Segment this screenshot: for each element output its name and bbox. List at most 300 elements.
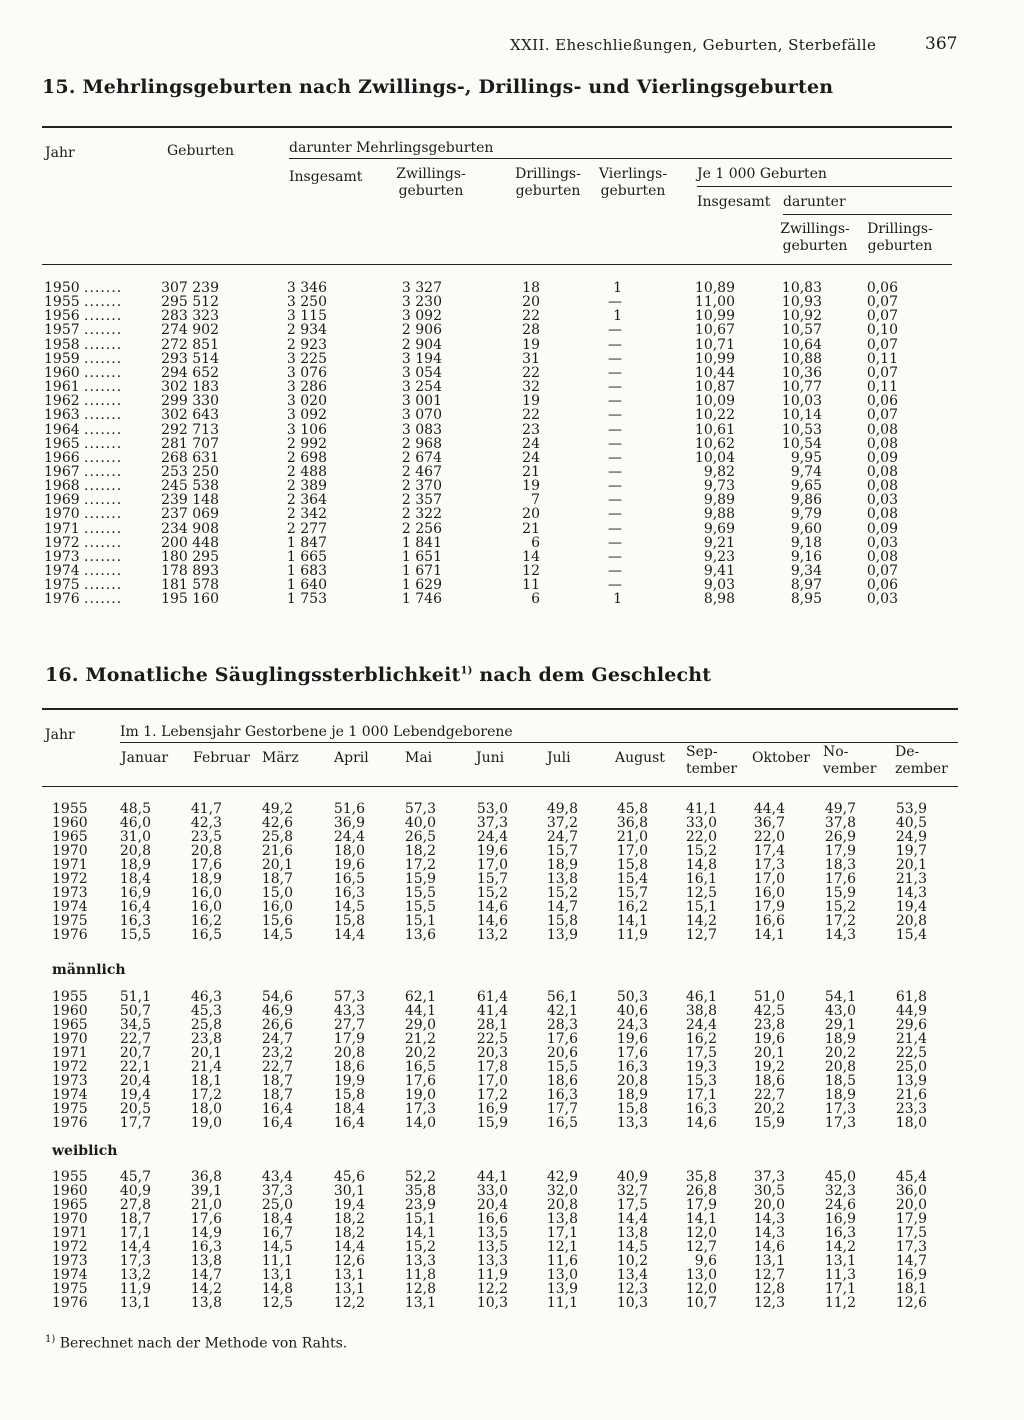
- t16-value-cell: 16,1: [685, 871, 717, 887]
- t15-head-je1000: Je 1 000 Geburten: [697, 166, 827, 182]
- t16-value-cell: 29,1: [824, 1017, 856, 1033]
- t16-value-cell: 13,1: [333, 1267, 365, 1283]
- leader-dots: .......: [84, 563, 123, 579]
- t16-value-cell: 51,6: [333, 801, 365, 817]
- t16-value-cell: 18,4: [333, 1101, 365, 1117]
- t15-subrule-darunter2: [783, 214, 952, 215]
- t16-value-cell: 14,5: [616, 1239, 648, 1255]
- t15-total-cell: 3 225: [286, 350, 327, 367]
- t16-year-cell: 1973: [52, 1253, 88, 1269]
- t16-value-cell: 46,0: [119, 815, 151, 831]
- t16-value-cell: 41,4: [476, 1003, 508, 1019]
- page-number: 367: [925, 34, 958, 54]
- leader-dots: .......: [84, 364, 123, 381]
- t16-value-cell: 61,8: [895, 989, 927, 1005]
- t15-per-total-cell: 10,71: [694, 336, 735, 353]
- t15-total-cell: 2 277: [286, 520, 327, 537]
- t16-value-cell: 52,2: [404, 1169, 436, 1185]
- t16-value-cell: 16,9: [476, 1101, 508, 1117]
- t15-year-cell: 1972: [44, 534, 80, 551]
- t16-value-cell: 24,7: [261, 1031, 293, 1047]
- t16-value-cell: 45,3: [190, 1003, 222, 1019]
- t15-per-triplets-cell: 0,08: [866, 435, 898, 452]
- t16-value-cell: 19,4: [895, 899, 927, 915]
- t16-year-cell: 1976: [52, 927, 88, 943]
- t15-triplets-cell: 18: [522, 280, 540, 296]
- t16-value-cell: 15,5: [546, 1059, 578, 1075]
- t16-value-cell: 17,9: [753, 899, 785, 915]
- t16-value-cell: 23,9: [404, 1197, 436, 1213]
- t16-year-cell: 1976: [52, 1115, 88, 1131]
- t16-value-cell: 40,9: [616, 1169, 648, 1185]
- t16-year-cell: 1965: [52, 1017, 88, 1033]
- t16-value-cell: 17,0: [476, 857, 508, 873]
- t16-value-cell: 36,0: [895, 1183, 927, 1199]
- t15-triplets-cell: 6: [531, 534, 540, 551]
- t16-value-cell: 14,1: [616, 913, 648, 929]
- t15-triplets-cell: 21: [522, 464, 540, 480]
- t15-subrule-je1000: [697, 186, 952, 187]
- t16-value-cell: 53,0: [476, 801, 508, 817]
- t16-value-cell: 13,1: [753, 1253, 785, 1269]
- t16-value-cell: 15,5: [404, 899, 436, 915]
- t16-value-cell: 23,2: [261, 1045, 293, 1061]
- t15-year-cell: 1965: [44, 435, 80, 452]
- t16-value-cell: 19,9: [333, 1073, 365, 1089]
- t16-value-cell: 22,7: [753, 1087, 785, 1103]
- leader-dots: .......: [84, 577, 123, 594]
- t15-per-triplets-cell: 0,06: [866, 577, 898, 594]
- t16-value-cell: 27,8: [119, 1197, 151, 1213]
- t16-value-cell: 9,6: [694, 1253, 717, 1269]
- t16-value-cell: 17,3: [753, 857, 785, 873]
- t16-year-cell: 1965: [52, 829, 88, 845]
- t16-month-header: August: [615, 750, 665, 766]
- t15-per-triplets-cell: 0,03: [866, 492, 898, 509]
- t16-value-cell: 20,0: [895, 1197, 927, 1213]
- t15-births-cell: 302 643: [161, 407, 219, 424]
- t16-value-cell: 16,9: [824, 1211, 856, 1227]
- t16-caption-rule: [120, 742, 958, 743]
- table16-title-main: 16. Monatliche Säuglingssterblichkeit: [45, 664, 461, 686]
- t16-value-cell: 10,7: [685, 1295, 717, 1311]
- t15-per-twins-cell: 10,92: [781, 308, 822, 325]
- t16-value-cell: 40,9: [119, 1183, 151, 1199]
- t16-value-cell: 32,0: [546, 1183, 578, 1199]
- t16-value-cell: 14,4: [616, 1211, 648, 1227]
- t16-value-cell: 17,6: [824, 871, 856, 887]
- t16-month-header: Sep- tember: [686, 744, 738, 777]
- t15-total-cell: 1 847: [286, 534, 327, 551]
- t16-year-cell: 1970: [52, 1211, 88, 1227]
- t15-triplets-cell: 19: [522, 393, 540, 410]
- t15-per-triplets-cell: 0,08: [866, 478, 898, 495]
- t15-per-twins-cell: 10,88: [781, 350, 822, 367]
- t15-quads-cell: —: [608, 520, 622, 537]
- t16-value-cell: 20,6: [546, 1045, 578, 1061]
- t16-month-header: März: [262, 750, 299, 766]
- t16-value-cell: 18,7: [119, 1211, 151, 1227]
- t16-value-cell: 16,0: [190, 899, 222, 915]
- leader-dots: .......: [84, 548, 123, 565]
- t16-year-cell: 1972: [52, 1059, 88, 1075]
- t15-per-twins-cell: 9,60: [790, 520, 822, 537]
- t15-per-twins-cell: 10,93: [781, 294, 822, 311]
- t16-value-cell: 14,7: [895, 1253, 927, 1269]
- t16-value-cell: 17,6: [546, 1031, 578, 1047]
- t16-value-cell: 14,4: [333, 1239, 365, 1255]
- t16-value-cell: 13,1: [119, 1295, 151, 1311]
- t15-head-darunter: darunter Mehrlingsgeburten: [289, 140, 494, 156]
- t15-per-triplets-cell: 0,08: [866, 421, 898, 438]
- t16-value-cell: 16,7: [261, 1225, 293, 1241]
- t16-value-cell: 24,6: [824, 1197, 856, 1213]
- t16-value-cell: 37,3: [261, 1183, 293, 1199]
- t16-value-cell: 51,1: [119, 989, 151, 1005]
- t16-value-cell: 19,4: [119, 1087, 151, 1103]
- t16-value-cell: 37,2: [546, 815, 578, 831]
- t16-value-cell: 20,8: [333, 1045, 365, 1061]
- t16-value-cell: 51,0: [753, 989, 785, 1005]
- t16-value-cell: 20,7: [119, 1045, 151, 1061]
- t16-value-cell: 42,1: [546, 1003, 578, 1019]
- t16-value-cell: 43,3: [333, 1003, 365, 1019]
- t16-value-cell: 32,3: [824, 1183, 856, 1199]
- t16-value-cell: 17,8: [476, 1059, 508, 1075]
- t16-value-cell: 14,6: [753, 1239, 785, 1255]
- t16-value-cell: 11,1: [261, 1253, 293, 1269]
- t15-year-cell: 1960: [44, 364, 80, 381]
- leader-dots: .......: [84, 492, 123, 509]
- t15-per-total-cell: 8,98: [703, 591, 735, 608]
- t16-value-cell: 12,8: [753, 1281, 785, 1297]
- t16-value-cell: 20,8: [119, 843, 151, 859]
- t15-per-triplets-cell: 0,11: [866, 350, 898, 367]
- t16-value-cell: 20,1: [190, 1045, 222, 1061]
- t16-value-cell: 11,3: [824, 1267, 856, 1283]
- t16-value-cell: 38,8: [685, 1003, 717, 1019]
- t16-value-cell: 46,9: [261, 1003, 293, 1019]
- t15-twins-cell: 1 629: [401, 577, 442, 594]
- t16-value-cell: 56,1: [546, 989, 578, 1005]
- t15-triplets-cell: 19: [522, 478, 540, 495]
- t15-births-cell: 253 250: [161, 464, 219, 480]
- t15-quads-cell: —: [608, 379, 622, 396]
- t16-value-cell: 13,1: [824, 1253, 856, 1269]
- t15-year-cell: 1973: [44, 548, 80, 565]
- t16-value-cell: 13,0: [685, 1267, 717, 1283]
- t15-total-cell: 1 753: [286, 591, 327, 608]
- t16-value-cell: 22,0: [753, 829, 785, 845]
- t16-value-cell: 45,7: [119, 1169, 151, 1185]
- t16-value-cell: 41,7: [190, 801, 222, 817]
- t16-value-cell: 42,3: [190, 815, 222, 831]
- t16-value-cell: 20,8: [824, 1059, 856, 1075]
- t15-year-cell: 1957: [44, 322, 80, 339]
- t16-value-cell: 11,1: [546, 1295, 578, 1311]
- t15-per-total-cell: 10,89: [694, 280, 735, 296]
- t16-month-header: Mai: [405, 750, 433, 766]
- t15-twins-cell: 2 904: [401, 336, 442, 353]
- t16-value-cell: 18,5: [824, 1073, 856, 1089]
- t16-value-cell: 16,3: [685, 1101, 717, 1117]
- t16-value-cell: 29,6: [895, 1017, 927, 1033]
- t15-per-triplets-cell: 0,09: [866, 520, 898, 537]
- t15-births-cell: 181 578: [161, 577, 219, 594]
- t16-value-cell: 20,8: [546, 1197, 578, 1213]
- t15-quads-cell: 1: [613, 280, 622, 296]
- t16-value-cell: 14,6: [476, 899, 508, 915]
- leader-dots: .......: [84, 379, 123, 396]
- t16-month-header: Januar: [121, 750, 169, 766]
- leader-dots: .......: [84, 350, 123, 367]
- t15-triplets-cell: 22: [522, 407, 540, 424]
- t16-value-cell: 17,7: [119, 1115, 151, 1131]
- t16-value-cell: 18,9: [190, 871, 222, 887]
- t15-per-total-cell: 10,99: [694, 308, 735, 325]
- t15-head-je-darunter: darunter: [783, 194, 846, 210]
- t15-per-twins-cell: 9,74: [790, 464, 822, 480]
- t16-value-cell: 43,0: [824, 1003, 856, 1019]
- t16-value-cell: 15,8: [546, 913, 578, 929]
- t16-year-cell: 1974: [52, 899, 88, 915]
- t15-year-cell: 1971: [44, 520, 80, 537]
- t16-month-header: Juni: [476, 750, 505, 766]
- t16-value-cell: 15,7: [476, 871, 508, 887]
- t16-group-label: weiblich: [52, 1143, 118, 1159]
- t16-value-cell: 15,0: [261, 885, 293, 901]
- t16-month-header: April: [334, 750, 369, 766]
- t15-head-geburten: Geburten: [167, 143, 235, 159]
- t16-value-cell: 12,7: [685, 1239, 717, 1255]
- t16-value-cell: 20,8: [616, 1073, 648, 1089]
- t16-value-cell: 22,5: [476, 1031, 508, 1047]
- t16-value-cell: 15,8: [333, 913, 365, 929]
- t15-per-total-cell: 10,09: [694, 393, 735, 410]
- t16-value-cell: 24,3: [616, 1017, 648, 1033]
- t16-value-cell: 18,3: [824, 857, 856, 873]
- t16-value-cell: 15,9: [404, 871, 436, 887]
- t16-year-cell: 1974: [52, 1087, 88, 1103]
- t16-value-cell: 30,1: [333, 1183, 365, 1199]
- t16-value-cell: 13,8: [546, 1211, 578, 1227]
- t16-value-cell: 16,5: [404, 1059, 436, 1075]
- t16-value-cell: 49,2: [261, 801, 293, 817]
- t16-value-cell: 21,0: [616, 829, 648, 845]
- t16-value-cell: 18,9: [824, 1087, 856, 1103]
- t15-head-insgesamt: Insgesamt: [289, 169, 363, 185]
- t16-value-cell: 36,8: [190, 1169, 222, 1185]
- t15-per-triplets-cell: 0,03: [866, 534, 898, 551]
- t15-per-twins-cell: 10,83: [781, 280, 822, 296]
- t15-year-cell: 1969: [44, 492, 80, 509]
- t16-value-cell: 13,3: [476, 1253, 508, 1269]
- t15-triplets-cell: 20: [522, 294, 540, 311]
- t16-year-cell: 1955: [52, 989, 88, 1005]
- t15-births-cell: 292 713: [161, 421, 219, 438]
- t16-value-cell: 16,9: [119, 885, 151, 901]
- t16-value-cell: 36,9: [333, 815, 365, 831]
- t15-per-total-cell: 11,00: [694, 294, 735, 311]
- t15-twins-cell: 3 054: [401, 364, 442, 381]
- t16-value-cell: 16,3: [190, 1239, 222, 1255]
- t16-year-cell: 1960: [52, 1003, 88, 1019]
- t15-total-cell: 1 683: [286, 563, 327, 579]
- t16-value-cell: 16,3: [119, 913, 151, 929]
- t16-year-cell: 1971: [52, 1225, 88, 1241]
- t15-per-twins-cell: 8,97: [790, 577, 822, 594]
- t16-value-cell: 16,3: [546, 1087, 578, 1103]
- table16-top-rule: [42, 708, 958, 710]
- t15-head-drillings: Drillings- geburten: [515, 166, 581, 199]
- t15-births-cell: 294 652: [161, 364, 219, 381]
- t16-value-cell: 43,4: [261, 1169, 293, 1185]
- t16-value-cell: 44,9: [895, 1003, 927, 1019]
- t15-triplets-cell: 28: [522, 322, 540, 339]
- leader-dots: .......: [84, 520, 123, 537]
- t15-quads-cell: —: [608, 492, 622, 509]
- t16-value-cell: 16,3: [333, 885, 365, 901]
- t16-year-cell: 1955: [52, 801, 88, 817]
- t16-value-cell: 46,1: [685, 989, 717, 1005]
- footnote-mark: 1): [45, 1334, 56, 1345]
- t15-head-zwillings: Zwillings- geburten: [396, 166, 466, 199]
- t16-value-cell: 20,5: [119, 1101, 151, 1117]
- leader-dots: .......: [84, 407, 123, 424]
- t15-head-vierlings: Vierlings- geburten: [598, 166, 668, 199]
- t16-value-cell: 16,4: [333, 1115, 365, 1131]
- t16-value-cell: 33,0: [685, 815, 717, 831]
- t16-value-cell: 14,0: [404, 1115, 436, 1131]
- t16-value-cell: 14,1: [404, 1225, 436, 1241]
- t16-value-cell: 26,6: [261, 1017, 293, 1033]
- t16-value-cell: 16,2: [190, 913, 222, 929]
- t16-value-cell: 19,6: [616, 1031, 648, 1047]
- t15-twins-cell: 3 092: [401, 308, 442, 325]
- t15-births-cell: 283 323: [161, 308, 219, 325]
- t16-value-cell: 18,9: [119, 857, 151, 873]
- t16-value-cell: 20,4: [119, 1073, 151, 1089]
- t15-triplets-cell: 22: [522, 308, 540, 325]
- t15-header-bottom-rule: [42, 264, 952, 265]
- t16-value-cell: 15,2: [546, 885, 578, 901]
- t16-value-cell: 13,2: [119, 1267, 151, 1283]
- t16-value-cell: 17,2: [476, 1087, 508, 1103]
- t15-twins-cell: 2 322: [401, 506, 442, 523]
- running-head: XXII. Eheschließungen, Geburten, Sterbefälle: [510, 36, 877, 54]
- table16-title-footnote-mark: 1): [460, 665, 473, 677]
- t16-value-cell: 17,6: [616, 1045, 648, 1061]
- t15-births-cell: 234 908: [161, 520, 219, 537]
- t16-value-cell: 42,9: [546, 1169, 578, 1185]
- t16-year-cell: 1955: [52, 1169, 88, 1185]
- t16-value-cell: 29,0: [404, 1017, 436, 1033]
- t16-year-cell: 1970: [52, 843, 88, 859]
- leader-dots: .......: [84, 421, 123, 438]
- t16-value-cell: 18,7: [261, 1087, 293, 1103]
- t15-quads-cell: —: [608, 350, 622, 367]
- t16-value-cell: 19,2: [753, 1059, 785, 1075]
- t16-value-cell: 15,2: [476, 885, 508, 901]
- t16-value-cell: 50,7: [119, 1003, 151, 1019]
- t15-per-twins-cell: 9,79: [790, 506, 822, 523]
- t16-value-cell: 12,6: [333, 1253, 365, 1269]
- t16-year-cell: 1975: [52, 1281, 88, 1297]
- t15-quads-cell: —: [608, 435, 622, 452]
- footnote-text: Berechnet nach der Methode von Rahts.: [59, 1335, 348, 1352]
- t16-value-cell: 19,6: [753, 1031, 785, 1047]
- t15-quads-cell: —: [608, 449, 622, 466]
- t15-year-cell: 1958: [44, 336, 80, 353]
- t15-quads-cell: —: [608, 294, 622, 311]
- t15-births-cell: 245 538: [161, 478, 219, 495]
- t16-value-cell: 16,5: [190, 927, 222, 943]
- t15-triplets-cell: 11: [522, 577, 540, 594]
- t15-per-total-cell: 10,22: [694, 407, 735, 424]
- t16-year-cell: 1973: [52, 1073, 88, 1089]
- t16-value-cell: 17,6: [190, 1211, 222, 1227]
- t16-value-cell: 21,3: [895, 871, 927, 887]
- t16-value-cell: 19,6: [333, 857, 365, 873]
- t15-per-total-cell: 10,44: [694, 364, 735, 381]
- leader-dots: .......: [84, 449, 123, 466]
- t16-value-cell: 17,3: [119, 1253, 151, 1269]
- t15-quads-cell: —: [608, 464, 622, 480]
- t16-value-cell: 18,0: [333, 843, 365, 859]
- t15-per-triplets-cell: 0,08: [866, 506, 898, 523]
- t16-value-cell: 14,3: [824, 927, 856, 943]
- t16-value-cell: 17,3: [824, 1115, 856, 1131]
- t16-value-cell: 33,0: [476, 1183, 508, 1199]
- t16-year-cell: 1971: [52, 1045, 88, 1061]
- t15-per-triplets-cell: 0,11: [866, 379, 898, 396]
- t16-value-cell: 20,0: [753, 1197, 785, 1213]
- t16-value-cell: 42,5: [753, 1003, 785, 1019]
- t15-quads-cell: —: [608, 577, 622, 594]
- table16-title: [45, 664, 711, 686]
- t16-value-cell: 16,9: [895, 1267, 927, 1283]
- t15-births-cell: 268 631: [161, 449, 219, 466]
- t16-value-cell: 16,3: [616, 1059, 648, 1075]
- t16-value-cell: 12,5: [261, 1295, 293, 1311]
- t16-value-cell: 20,4: [476, 1197, 508, 1213]
- t15-quads-cell: —: [608, 534, 622, 551]
- t16-value-cell: 40,0: [404, 815, 436, 831]
- t16-value-cell: 15,1: [404, 913, 436, 929]
- t15-triplets-cell: 12: [522, 563, 540, 579]
- t16-value-cell: 18,2: [333, 1225, 365, 1241]
- t15-per-triplets-cell: 0,10: [866, 322, 898, 339]
- t15-quads-cell: —: [608, 336, 622, 353]
- t16-value-cell: 44,1: [476, 1169, 508, 1185]
- t16-value-cell: 13,0: [546, 1267, 578, 1283]
- t16-value-cell: 18,9: [824, 1031, 856, 1047]
- t16-value-cell: 15,9: [476, 1115, 508, 1131]
- t16-value-cell: 13,1: [261, 1267, 293, 1283]
- t16-value-cell: 13,8: [616, 1225, 648, 1241]
- t15-quads-cell: —: [608, 407, 622, 424]
- t16-value-cell: 11,9: [616, 927, 648, 943]
- t16-value-cell: 37,8: [824, 815, 856, 831]
- t15-per-twins-cell: 10,54: [781, 435, 822, 452]
- t16-value-cell: 17,2: [190, 1087, 222, 1103]
- t16-value-cell: 50,3: [616, 989, 648, 1005]
- t16-value-cell: 57,3: [333, 989, 365, 1005]
- t16-value-cell: 45,4: [895, 1169, 927, 1185]
- t15-per-twins-cell: 9,16: [790, 548, 822, 565]
- t16-value-cell: 18,1: [190, 1073, 222, 1089]
- t16-value-cell: 18,6: [546, 1073, 578, 1089]
